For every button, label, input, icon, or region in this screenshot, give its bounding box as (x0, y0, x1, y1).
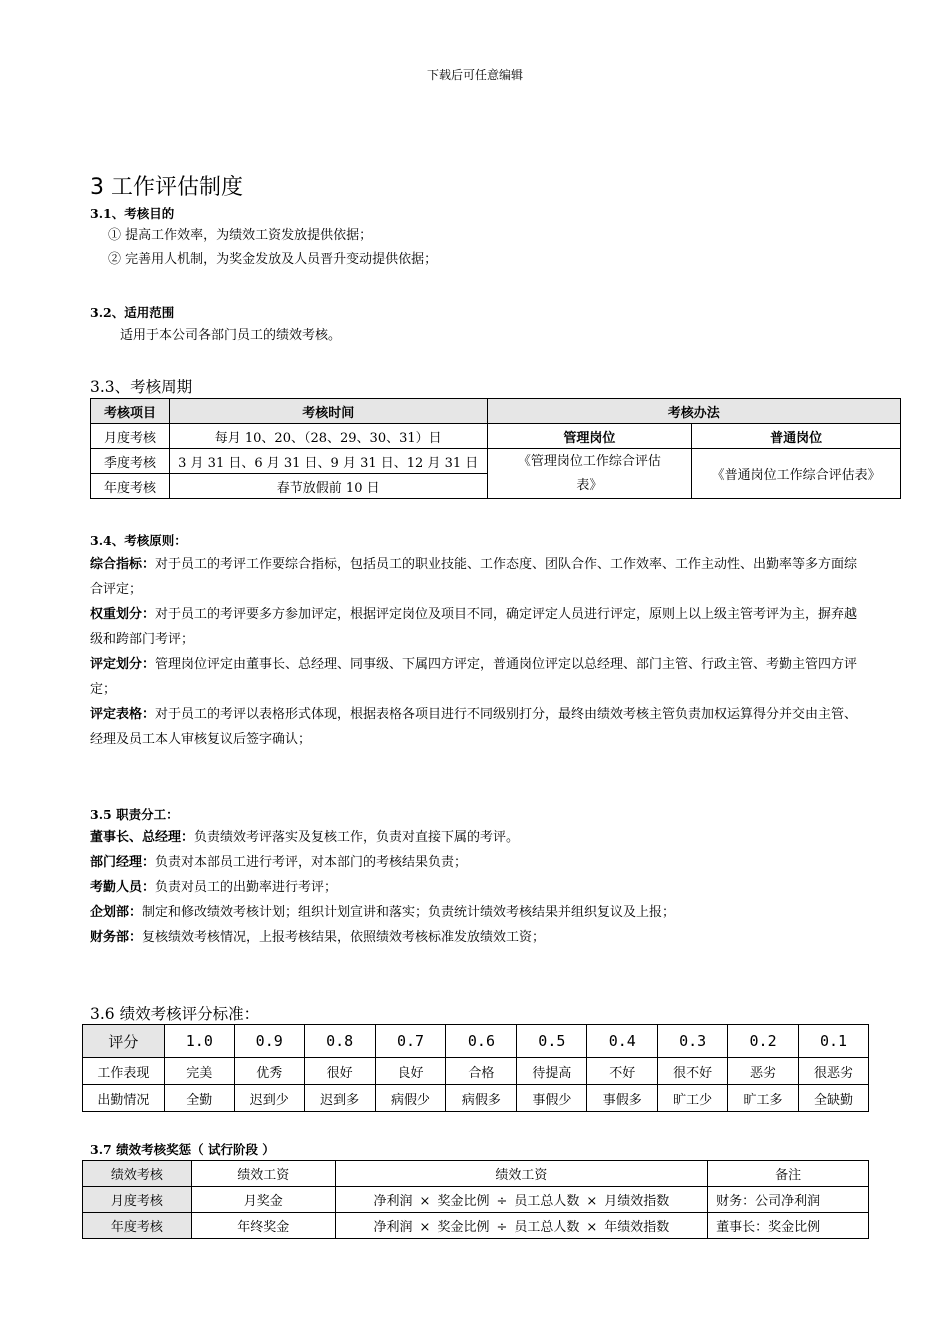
reward-pay: 月奖金 (191, 1187, 335, 1213)
reward-type: 月度考核 (83, 1187, 192, 1213)
multiply-op: × (586, 1220, 598, 1235)
principle-item (90, 552, 860, 602)
section-3-3-heading: 3.3、考核周期 (90, 378, 193, 396)
formula-term: 奖金比例 (437, 1220, 490, 1235)
duty-item (90, 925, 860, 950)
reward-type: 年度考核 (83, 1213, 192, 1239)
duty-label: 董事长、总经理： (90, 830, 195, 845)
performance-row-label: 工作表现 (83, 1058, 165, 1085)
cycle-row-time: 每月 10、20、（28、29、30、31）日 (169, 424, 487, 449)
reward-formula (335, 1213, 708, 1239)
cycle-row-item: 年度考核 (91, 474, 170, 499)
score-table (82, 1024, 869, 1112)
principle-item (90, 652, 860, 702)
s32-text: 适用于本公司各部门员工的绩效考核。 (120, 328, 342, 343)
cycle-header-method: 考核办法 (487, 399, 901, 424)
multiply-op: × (419, 1220, 431, 1235)
performance-cell: 很恶劣 (799, 1058, 869, 1085)
duty-item (90, 850, 860, 875)
performance-cell: 不好 (587, 1058, 658, 1085)
cycle-table (90, 398, 901, 499)
cycle-sub-manager: 管理岗位 (487, 424, 692, 449)
principle-label: 权重划分： (90, 607, 156, 622)
formula-term: 年绩效指数 (604, 1220, 670, 1235)
duty-text: 负责对本部员工进行考评，对本部门的考核结果负责； (155, 855, 468, 870)
section-3-5-heading: 3.5 职责分工： (90, 807, 179, 822)
duty-label: 部门经理： (90, 855, 156, 870)
duty-item (90, 825, 860, 850)
manager-form-line-1: 《管理岗位工作综合评估 (517, 453, 661, 469)
score-cell: 0.1 (799, 1025, 869, 1058)
attendance-cell: 病假少 (375, 1085, 446, 1112)
formula-term: 奖金比例 (437, 1194, 490, 1209)
reward-note: 董事长：奖金比例 (708, 1213, 869, 1239)
performance-cell: 很好 (304, 1058, 375, 1085)
score-cell: 0.9 (234, 1025, 304, 1058)
score-cell: 0.4 (587, 1025, 658, 1058)
attendance-cell: 全勤 (164, 1085, 234, 1112)
s31-item-2: ② 完善用人机制，为奖金发放及人员晋升变动提供依据； (108, 252, 438, 267)
page-title: 3 工作评估制度 (90, 175, 243, 200)
score-cell: 0.6 (446, 1025, 517, 1058)
cycle-row-item: 月度考核 (91, 424, 170, 449)
section-3-2-heading: 3.2、适用范围 (90, 305, 175, 320)
manager-form-line-2: 表》 (576, 477, 603, 493)
reward-pay: 年终奖金 (191, 1213, 335, 1239)
duty-label: 财务部： (90, 930, 143, 945)
principle-item (90, 702, 860, 752)
multiply-op: × (586, 1194, 598, 1209)
attendance-row-label: 出勤情况 (83, 1085, 165, 1112)
attendance-cell: 事假少 (517, 1085, 587, 1112)
attendance-cell: 迟到多 (304, 1085, 375, 1112)
duty-text: 复核绩效考核情况，上报考核结果，依照绩效考核标准发放绩效工资； (142, 930, 546, 945)
formula-term: 月绩效指数 (604, 1194, 670, 1209)
cycle-manager-form (487, 449, 692, 499)
principle-label: 综合指标： (90, 557, 156, 572)
attendance-cell: 旷工多 (728, 1085, 799, 1112)
reward-note: 财务：公司净利润 (708, 1187, 869, 1213)
principle-text: 管理岗位评定由董事长、总经理、同事级、下属四方评定，普通岗位评定以总经理、部门主管、行政主管、考勤主管四方评定； (90, 657, 858, 697)
reward-header-type: 绩效考核 (83, 1161, 192, 1187)
cycle-general-form: 《普通岗位工作综合评估表》 (692, 449, 901, 499)
principle-text: 对于员工的考评要多方参加评定，根据评定岗位及项目不同，确定评定人员进行评定，原则上以上级主管考评为主，摒弃越级和跨部门考评； (90, 607, 858, 647)
cycle-row-time: 3 月 31 日、6 月 31 日、9 月 31 日、12 月 31 日 (169, 449, 487, 474)
reward-header-formula: 绩效工资 (335, 1161, 708, 1187)
cycle-row-item: 季度考核 (91, 449, 170, 474)
score-cell: 0.3 (658, 1025, 728, 1058)
score-cell: 0.8 (304, 1025, 375, 1058)
duty-item (90, 875, 860, 900)
duty-label: 企划部： (90, 905, 143, 920)
formula-term: 员工总人数 (514, 1194, 580, 1209)
header-note: 下载后可任意编辑 (426, 68, 523, 82)
attendance-cell: 全缺勤 (799, 1085, 869, 1112)
performance-cell: 恶劣 (728, 1058, 799, 1085)
divide-op: ÷ (496, 1220, 508, 1235)
performance-cell: 待提高 (517, 1058, 587, 1085)
duty-text: 制定和修改绩效考核计划；组织计划宣讲和落实；负责统计绩效考核结果并组织复议及上报； (142, 905, 676, 920)
section-3-7-heading: 3.7 绩效考核奖惩（ 试行阶段 ） (90, 1142, 275, 1157)
performance-cell: 合格 (446, 1058, 517, 1085)
performance-cell: 良好 (375, 1058, 446, 1085)
score-row-label: 评分 (83, 1025, 165, 1058)
formula-term: 员工总人数 (514, 1220, 580, 1235)
cycle-header-item: 考核项目 (91, 399, 170, 424)
performance-cell: 优秀 (234, 1058, 304, 1085)
section-3-1-heading: 3.1、考核目的 (90, 206, 175, 221)
principles-block (90, 552, 860, 752)
reward-header-note: 备注 (708, 1161, 869, 1187)
performance-cell: 很不好 (658, 1058, 728, 1085)
cycle-header-time: 考核时间 (169, 399, 487, 424)
principle-label: 评定表格： (90, 707, 156, 722)
attendance-cell: 事假多 (587, 1085, 658, 1112)
principle-text: 对于员工的考评以表格形式体现，根据表格各项目进行不同级别打分，最终由绩效考核主管负责加权运算得分并交由主管、经理及员工本人审核复议后签字确认； (90, 707, 858, 747)
cycle-sub-general: 普通岗位 (692, 424, 901, 449)
attendance-cell: 病假多 (446, 1085, 517, 1112)
score-cell: 0.2 (728, 1025, 799, 1058)
s31-item-1: ① 提高工作效率，为绩效工资发放提供依据； (108, 228, 373, 243)
reward-header-pay: 绩效工资 (191, 1161, 335, 1187)
section-3-6-heading: 3.6 绩效考核评分标准： (90, 1005, 260, 1023)
attendance-cell: 旷工少 (658, 1085, 728, 1112)
reward-table (82, 1160, 869, 1239)
divide-op: ÷ (496, 1194, 508, 1209)
cycle-row-time: 春节放假前 10 日 (169, 474, 487, 499)
duty-item (90, 900, 860, 925)
principle-label: 评定划分： (90, 657, 156, 672)
section-3-4-heading: 3.4、考核原则： (90, 533, 187, 548)
principle-text: 对于员工的考评工作要综合指标，包括员工的职业技能、工作态度、团队合作、工作效率、工作主动性、出勤率等多方面综合评定； (90, 557, 858, 597)
performance-cell: 完美 (164, 1058, 234, 1085)
duty-text: 负责绩效考评落实及复核工作，负责对直接下属的考评。 (194, 830, 520, 845)
duties-block (90, 825, 860, 950)
attendance-cell: 迟到少 (234, 1085, 304, 1112)
reward-formula (335, 1187, 708, 1213)
formula-term: 净利润 (373, 1220, 413, 1235)
score-cell: 0.7 (375, 1025, 446, 1058)
multiply-op: × (419, 1194, 431, 1209)
formula-term: 净利润 (373, 1194, 413, 1209)
score-cell: 0.5 (517, 1025, 587, 1058)
principle-item (90, 602, 860, 652)
duty-label: 考勤人员： (90, 880, 156, 895)
score-cell: 1.0 (164, 1025, 234, 1058)
duty-text: 负责对员工的出勤率进行考评； (155, 880, 338, 895)
